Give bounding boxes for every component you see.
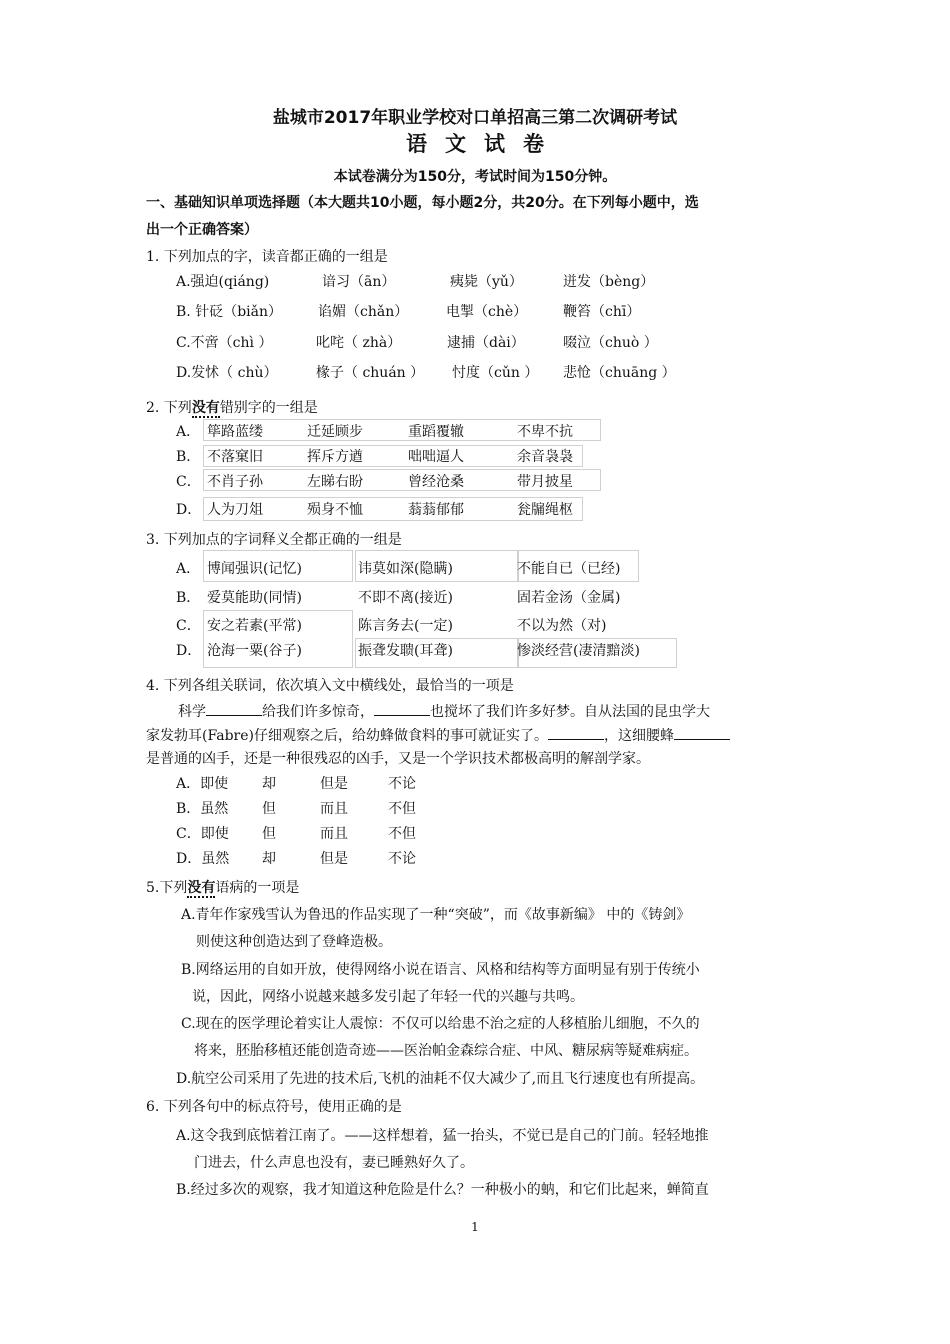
q5-a-line1: A.青年作家残雪认为鲁迅的作品实现了一种“突破”，而《故事新编》 中的《铸剑》 xyxy=(181,907,691,923)
q4-c-2: 但 xyxy=(262,826,276,842)
q1-a-3: 痍毙（yǔ） xyxy=(450,274,523,290)
q4-blank-1 xyxy=(206,701,262,716)
q4-b-1: B．虽然 xyxy=(176,801,229,817)
q4-blank-4 xyxy=(674,725,730,740)
q3-stem: 3. 下列加点的字词释义全都正确的一组是 xyxy=(146,532,402,548)
q2-a-2: 迁延顾步 xyxy=(307,424,363,440)
q2-stem-post: 错别字的一组是 xyxy=(219,400,318,416)
q4-p1c: 也搅坏了我们许多好梦。自从法国的昆虫学大 xyxy=(430,704,710,720)
q2-d-1: 人为刀俎 xyxy=(207,502,263,518)
q4-b-3: 而且 xyxy=(320,801,348,817)
q3-c-3: 不以为然（对) xyxy=(517,618,607,634)
q4-b-4: 不但 xyxy=(388,801,416,817)
q6-a-line1: A.这令我到底惦着江南了。——这样想着，猛一抬头，不觉已是自己的门前。轻轻地推 xyxy=(176,1128,709,1144)
q3-b-3: 固若金汤（金属) xyxy=(517,590,621,606)
q4-stem: 4. 下列各组关联词，依次填入文中横线处，最恰当的一项是 xyxy=(146,678,514,694)
q5-stem xyxy=(146,878,299,898)
q2-a-1: 筚路蓝缕 xyxy=(207,424,263,440)
q2-c-2: 左睇右盼 xyxy=(307,474,363,490)
q3-a-1: 博闻强识(记忆) xyxy=(207,561,302,577)
q3-b-label: B． xyxy=(176,590,201,606)
q2-c-4: 带月披星 xyxy=(517,474,573,490)
q4-p2b: ，这细腰蜂 xyxy=(603,728,674,744)
q6-b-line1: B.经过多次的观察，我才知道这种危险是什么？一种极小的蚋，和它们比起来，蝉简直 xyxy=(176,1182,709,1198)
q1-a-4: 迸发（bèng） xyxy=(563,274,655,290)
q2-b-3: 咄咄逼人 xyxy=(408,449,464,465)
q4-p1a: 科学 xyxy=(178,704,206,720)
q2-stem xyxy=(146,398,318,418)
q2-stem-emphasis: 没有 xyxy=(191,400,220,416)
q2-d-3: 蓊蓊郁郁 xyxy=(408,502,464,518)
q4-c-4: 不但 xyxy=(388,826,416,842)
page-number: 1 xyxy=(471,1220,479,1234)
q4-c-3: 而且 xyxy=(320,826,348,842)
q3-d-1: 沧海一粟(谷子) xyxy=(207,643,302,659)
q4-d-2: 却 xyxy=(262,851,276,867)
q4-b-2: 但 xyxy=(262,801,276,817)
q2-b-4: 余音袅袅 xyxy=(517,449,573,465)
q4-c-1: C．即使 xyxy=(176,826,229,842)
q1-c-4: 啜泣（chuò ） xyxy=(563,335,658,351)
q2-b-2: 挥斥方遒 xyxy=(307,449,363,465)
q5-c-line1: C.现在的医学理论着实让人震惊：不仅可以给患不治之症的人移植胎儿细胞，不久的 xyxy=(181,1016,700,1032)
q2-d-label: D． xyxy=(176,502,202,518)
q2-d-4: 瓮牖绳枢 xyxy=(517,502,573,518)
q4-a-3: 但是 xyxy=(320,776,348,792)
q3-b-1: 爱莫能助(同情) xyxy=(207,590,302,606)
q2-a-label: A． xyxy=(176,424,201,440)
section-heading-line2: 出一个正确答案） xyxy=(146,222,258,238)
q4-passage-line3: 是普通的凶手，还是一种很残忍的凶手，又是一个学识技术都极高明的解剖学家。 xyxy=(146,751,650,767)
q3-b-2: 不即不离(接近) xyxy=(358,590,453,606)
q4-d-4: 不论 xyxy=(388,851,416,867)
q4-p2a: 家发勃耳(Fabre)仔细观察之后，给幼蜂做食料的事可就证实了。 xyxy=(146,728,548,744)
exam-title: 盐城市2017年职业学校对口单招高三第二次调研考试 xyxy=(272,108,678,128)
q1-c-3: 逮捕（dài） xyxy=(447,335,525,351)
q3-c-2: 陈言务去(一定) xyxy=(358,618,453,634)
q3-c-1: 安之若素(平常) xyxy=(207,618,302,634)
section-heading-line1: 一、基础知识单项选择题（本大题共10小题，每小题2分，共20分。在下列每小题中，选 xyxy=(146,195,699,211)
q5-c-line2: 将来，胚胎移植还能创造奇迹——医治帕金森综合症、中风、糖尿病等疑难病症。 xyxy=(194,1043,698,1059)
q2-b-1: 不落窠旧 xyxy=(207,449,263,465)
q4-a-4: 不论 xyxy=(388,776,416,792)
q1-d-3: 忖度（cǔn ） xyxy=(452,365,539,381)
q1-c-2: 叱咤（ zhà） xyxy=(316,335,402,351)
q4-p1b: 给我们许多惊奇， xyxy=(262,704,374,720)
q1-b-1: B. 针砭（biǎn） xyxy=(176,304,282,320)
q1-d-1: D.发怵（ chù） xyxy=(176,365,278,381)
q3-d-3: 惨淡经营(凄清黯淡) xyxy=(517,643,640,659)
q5-stem-emphasis: 没有 xyxy=(187,880,216,896)
q1-b-2: 谄媚（chǎn） xyxy=(318,304,409,320)
q4-passage-line2 xyxy=(146,725,730,746)
q1-c-1: C.不啻（chì ） xyxy=(176,335,273,351)
q4-passage-line1 xyxy=(178,701,710,722)
q5-stem-pre: 5.下列 xyxy=(146,880,188,896)
q5-d-line1: D.航空公司采用了先进的技术后,飞机的油耗不仅大减少了,而且飞行速度也有所提高。 xyxy=(176,1071,705,1087)
q2-c-3: 曾经沧桑 xyxy=(408,474,464,490)
q2-c-label: C． xyxy=(176,474,201,490)
q3-d-2: 振聋发聩(耳聋) xyxy=(358,643,453,659)
q4-a-2: 却 xyxy=(262,776,276,792)
q3-a-label: A． xyxy=(176,561,201,577)
q4-blank-2 xyxy=(374,701,430,716)
q3-d-label: D． xyxy=(176,643,202,659)
q1-d-4: 悲怆（chuāng ） xyxy=(563,365,676,381)
exam-subtitle: 语文试卷 xyxy=(406,132,562,156)
q3-a-2: 讳莫如深(隐瞒) xyxy=(358,561,453,577)
q3-c-label: C． xyxy=(176,618,201,634)
q2-a-3: 重蹈覆辙 xyxy=(408,424,464,440)
q1-d-2: 椽子（ chuán ） xyxy=(316,365,425,381)
q4-blank-3 xyxy=(548,725,604,740)
q2-d-2: 殒身不恤 xyxy=(307,502,363,518)
q1-stem: 1. 下列加点的字，读音都正确的一组是 xyxy=(146,249,388,265)
q6-stem: 6. 下列各句中的标点符号，使用正确的是 xyxy=(146,1099,402,1115)
q5-b-line2: 说，因此，网络小说越来越多发引起了年轻一代的兴趣与共鸣。 xyxy=(192,989,584,1005)
q5-stem-post: 语病的一项是 xyxy=(215,880,300,896)
q1-b-3: 电掣（chè） xyxy=(446,304,528,320)
q4-a-1: A．即使 xyxy=(176,776,229,792)
q2-b-label: B． xyxy=(176,449,201,465)
q3-a-3: 不能自已（已经) xyxy=(517,561,621,577)
q2-a-4: 不卑不抗 xyxy=(517,424,573,440)
q1-b-4: 鞭笞（chī） xyxy=(563,304,641,320)
q1-a-1: A.强迫(qiáng) xyxy=(176,274,270,290)
q2-stem-pre: 2. 下列 xyxy=(146,400,192,416)
q5-b-line1: B.网络运用的自如开放，使得网络小说在语言、风格和结构等方面明显有别于传统小 xyxy=(181,962,700,978)
q1-a-2: 谙习（ān） xyxy=(322,274,396,290)
section-heading xyxy=(146,190,818,244)
q4-d-3: 但是 xyxy=(320,851,348,867)
q5-a-line2: 则使这种创造达到了登峰造极。 xyxy=(196,934,392,950)
q6-a-line2: 门进去，什么声息也没有，妻已睡熟好久了。 xyxy=(194,1155,474,1171)
q4-d-1: D．虽然 xyxy=(176,851,230,867)
q2-c-1: 不肖子孙 xyxy=(207,474,263,490)
exam-note: 本试卷满分为150分，考试时间为150分钟。 xyxy=(333,169,617,185)
